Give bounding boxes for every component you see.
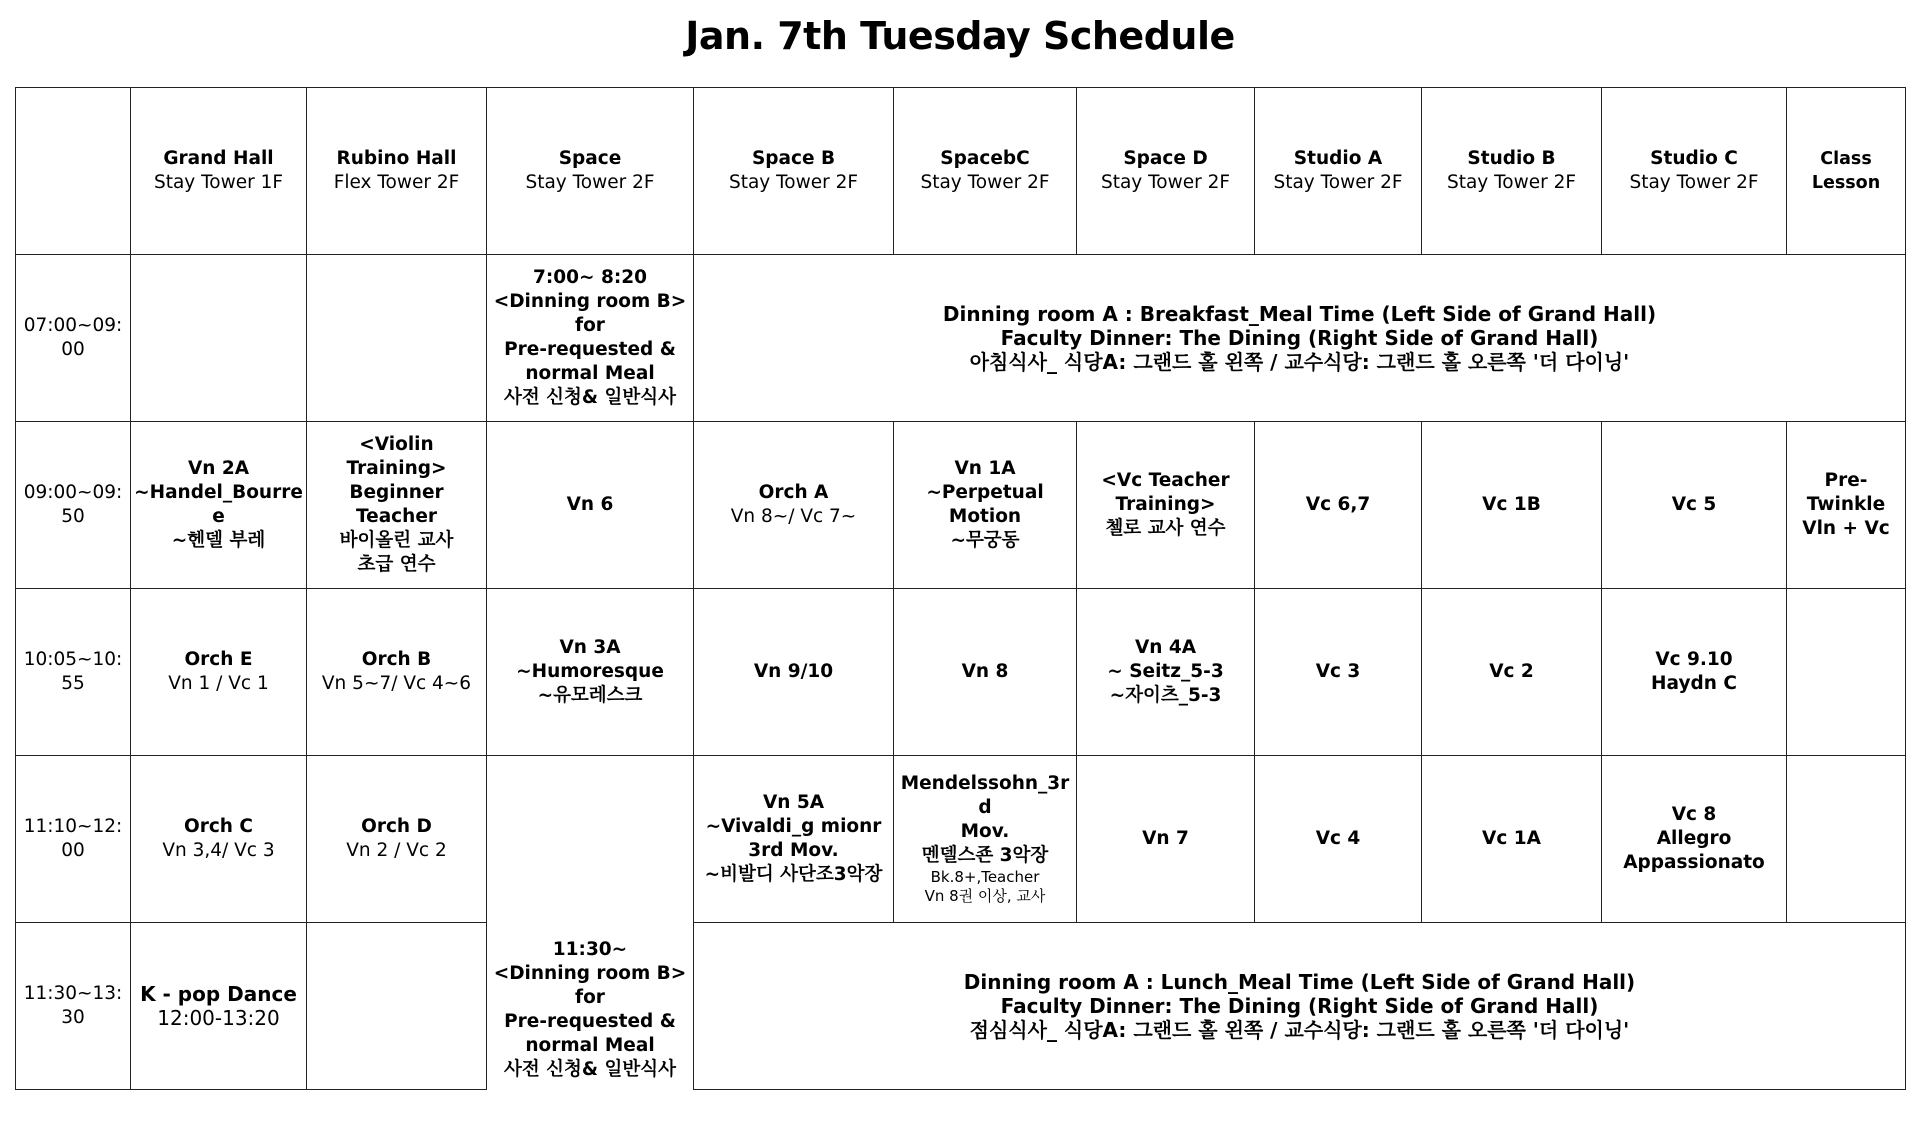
- cell-line: Vc 3: [1315, 661, 1361, 682]
- col-header-class-lesson: [1787, 88, 1906, 255]
- cell-note: Vn 8권 이상, 교사: [924, 887, 1046, 905]
- col-header-studio-b: [1422, 88, 1602, 255]
- rubino-hall-1130-cell: [307, 923, 487, 1090]
- cell-line: Vn 7: [1142, 828, 1189, 849]
- row-1005: [16, 589, 1906, 756]
- space-b-0900-cell: [694, 422, 894, 589]
- cell-line: ~비발디 사단조3악장: [704, 864, 883, 885]
- breakfast-banner: [694, 255, 1906, 422]
- lunch-banner: [694, 923, 1906, 1090]
- cell-line: Vc 1A: [1482, 828, 1541, 849]
- space-b-1005-cell: [694, 589, 894, 756]
- cell-line: Vn 4A: [1134, 637, 1197, 658]
- cell-line: Vn 1 / Vc 1: [168, 673, 269, 694]
- column-location: Stay Tower 2F: [525, 172, 655, 193]
- cell-line: ~ Seitz_5-3: [1107, 661, 1224, 682]
- space-d-0900-cell: [1077, 422, 1255, 589]
- cell-line: <Violin Training>: [346, 434, 447, 479]
- row-0700: [16, 255, 1906, 422]
- cell-line: Vc 4: [1315, 828, 1361, 849]
- cell-line: Vc 2: [1489, 661, 1534, 682]
- space-c-0900-cell: [894, 422, 1077, 589]
- cell-line: 3rd Mov.: [748, 840, 839, 861]
- rubino-hall-1110-cell: [307, 756, 487, 923]
- cell-line: Vn 6: [566, 494, 614, 515]
- cell-line: Vn 3A: [559, 637, 621, 658]
- studio-b-1110-cell: [1422, 756, 1602, 923]
- cell-line: 11:30~: [552, 938, 628, 960]
- grand-hall-1005-cell: [131, 589, 307, 756]
- cell-line: Haydn C: [1651, 673, 1737, 694]
- cell-line: Pre-Twinkle: [1806, 470, 1886, 515]
- cell-line: Vn 8~/ Vc 7~: [730, 506, 857, 527]
- column-location: Stay Tower 2F: [1100, 172, 1231, 193]
- col-header-studio-c: [1602, 88, 1787, 255]
- studio-c-1110-cell: [1602, 756, 1787, 923]
- studio-c-1005-cell: [1602, 589, 1787, 756]
- header-row: [16, 88, 1906, 255]
- cell-line: ~Handel_Bourree: [134, 482, 303, 527]
- column-name: SpacebC: [940, 148, 1030, 169]
- column-name: Space B: [751, 148, 836, 169]
- column-name: Studio B: [1467, 148, 1556, 169]
- cell-line: Vc 6,7: [1305, 494, 1371, 515]
- space-d-1110-cell: [1077, 756, 1255, 923]
- rubino-hall-1005-cell: [307, 589, 487, 756]
- cell-line: Vn 5A: [762, 792, 825, 813]
- cell-line: ~무궁동: [950, 530, 1020, 551]
- time-cell: 11:10~12:00: [16, 756, 131, 923]
- cell-line: 사전 신청& 일반식사: [504, 387, 676, 408]
- cell-line: Vn 8: [961, 661, 1009, 682]
- space-lunch-cell: [487, 756, 694, 1090]
- studio-a-0900-cell: [1255, 422, 1422, 589]
- cell-line: 사전 신청& 일반식사: [504, 1058, 676, 1080]
- cell-line: Vc 1B: [1482, 494, 1541, 515]
- column-location: Stay Tower 2F: [728, 172, 859, 193]
- space-0900-cell: [487, 422, 694, 589]
- class-lesson-1005-cell: [1787, 589, 1906, 756]
- banner-line: Faculty Dinner: The Dining (Right Side of Grand Hall): [1000, 994, 1599, 1018]
- cell-line: ~Humoresque: [516, 661, 664, 682]
- col-header-studio-a: [1255, 88, 1422, 255]
- cell-line: 멘델스죤 3악장: [921, 845, 1049, 866]
- banner-line: 점심식사_ 식당A: 그랜드 홀 왼쪽 / 교수식당: 그랜드 홀 오른쪽 '더 다이닝': [969, 1018, 1630, 1042]
- banner-line: Dinning room A : Lunch_Meal Time (Left Side of Grand Hall): [963, 970, 1636, 994]
- time-cell: 07:00~09:00: [16, 255, 131, 422]
- cell-line: Training>: [1115, 494, 1216, 515]
- cell-line: 초급 연수: [357, 554, 436, 575]
- column-location: Stay Tower 2F: [1273, 172, 1403, 193]
- cell-line: <Vc Teacher: [1101, 470, 1230, 491]
- cell-line: Vn 2A: [187, 458, 250, 479]
- space-breakfast-cell: [487, 255, 694, 422]
- cell-line: normal Meal: [525, 1034, 655, 1056]
- cell-line: normal Meal: [525, 363, 655, 384]
- grand-hall-0700-cell: [131, 255, 307, 422]
- cell-line: Vn 2 / Vc 2: [346, 840, 447, 861]
- cell-line: 12:00-13:20: [157, 1006, 280, 1030]
- column-location: Flex Tower 2F: [333, 172, 460, 193]
- cell-line: for: [575, 986, 605, 1008]
- grand-hall-0900-cell: [131, 422, 307, 589]
- corner-cell: [16, 88, 131, 255]
- cell-line: Vn 1A: [954, 458, 1016, 479]
- cell-line: Mendelssohn_3rd: [900, 773, 1070, 818]
- column-name: Space: [558, 148, 622, 169]
- cell-line: Orch E: [184, 649, 253, 670]
- time-cell: 09:00~09:50: [16, 422, 131, 589]
- column-name: Grand Hall: [163, 148, 274, 169]
- column-name: Space D: [1123, 148, 1208, 169]
- column-name: Rubino Hall: [336, 148, 457, 169]
- cell-line: K - pop Dance: [140, 982, 297, 1006]
- cell-line: Orch C: [183, 816, 253, 837]
- column-location: Stay Tower 2F: [1629, 172, 1759, 193]
- column-location: Stay Tower 1F: [153, 172, 284, 193]
- page-title: Jan. 7th Tuesday Schedule: [685, 14, 1235, 58]
- row-1130: [16, 923, 1906, 1090]
- cell-line: Vc 5: [1671, 494, 1717, 515]
- banner-line: Faculty Dinner: The Dining (Right Side of Grand Hall): [1000, 326, 1599, 350]
- col-header-space: [487, 88, 694, 255]
- cell-line: Vn 3,4/ Vc 3: [162, 840, 275, 861]
- column-name: Studio C: [1650, 148, 1738, 169]
- time-cell: 10:05~10:55: [16, 589, 131, 756]
- cell-line: Vln + Vc: [1802, 518, 1890, 539]
- cell-line: for: [575, 315, 605, 336]
- cell-line: Appassionato: [1623, 852, 1765, 873]
- cell-line: Pre-requested &: [504, 1010, 676, 1032]
- space-c-1110-cell: [894, 756, 1077, 923]
- cell-line: Allegro: [1656, 828, 1732, 849]
- banner-line: Dinning room A : Breakfast_Meal Time (Left Side of Grand Hall): [942, 302, 1657, 326]
- col-header-space-d: [1077, 88, 1255, 255]
- cell-line: ~유모레스크: [537, 685, 643, 706]
- studio-b-0900-cell: [1422, 422, 1602, 589]
- schedule-table: [15, 87, 1906, 1090]
- col-header-grand-hall: [131, 88, 307, 255]
- cell-line: Beginner Teacher: [349, 482, 444, 527]
- cell-line: 7:00~ 8:20: [533, 267, 647, 288]
- rubino-hall-0700-cell: [307, 255, 487, 422]
- cell-line: ~자이츠_5-3: [1109, 685, 1222, 706]
- cell-line: Orch A: [758, 482, 829, 503]
- cell-line: Orch B: [361, 649, 432, 670]
- rubino-hall-0900-cell: [307, 422, 487, 589]
- cell-note: Bk.8+,Teacher: [930, 868, 1040, 886]
- column-location: Stay Tower 2F: [920, 172, 1050, 193]
- cell-line: Vc 8: [1671, 804, 1717, 825]
- col-header-space-b: [694, 88, 894, 255]
- cell-line: Orch D: [361, 816, 432, 837]
- cell-line: <Dinning room B>: [493, 291, 687, 312]
- space-1005-cell: [487, 589, 694, 756]
- cell-line: Vn 9/10: [753, 661, 834, 682]
- cell-line: Vn 5~7/ Vc 4~6: [321, 673, 472, 694]
- column-name: Studio A: [1293, 148, 1383, 169]
- grand-hall-1130-cell: [131, 923, 307, 1090]
- cell-line: Pre-requested &: [504, 339, 676, 360]
- cell-line: ~Vivaldi_g mionr: [705, 816, 882, 837]
- studio-a-1110-cell: [1255, 756, 1422, 923]
- grand-hall-1110-cell: [131, 756, 307, 923]
- cell-line: ~Perpetual: [926, 482, 1044, 503]
- space-c-1005-cell: [894, 589, 1077, 756]
- cell-line: Mov.: [960, 821, 1010, 842]
- column-name: Class Lesson: [1811, 149, 1881, 193]
- time-cell: 11:30~13:30: [16, 923, 131, 1090]
- class-lesson-1110-cell: [1787, 756, 1906, 923]
- space-d-1005-cell: [1077, 589, 1255, 756]
- cell-line: 첼로 교사 연수: [1105, 518, 1226, 539]
- cell-line: ~헨델 부레: [171, 530, 266, 551]
- studio-a-1005-cell: [1255, 589, 1422, 756]
- space-b-1110-cell: [694, 756, 894, 923]
- row-1110: [16, 756, 1906, 923]
- class-lesson-0900-cell: [1787, 422, 1906, 589]
- cell-line: <Dinning room B>: [493, 962, 687, 984]
- studio-c-0900-cell: [1602, 422, 1787, 589]
- studio-b-1005-cell: [1422, 589, 1602, 756]
- col-header-space-c: [894, 88, 1077, 255]
- col-header-rubino-hall: [307, 88, 487, 255]
- cell-line: Vc 9.10: [1655, 649, 1733, 670]
- cell-line: Motion: [948, 506, 1022, 527]
- row-0900: [16, 422, 1906, 589]
- banner-line: 아침식사_ 식당A: 그랜드 홀 왼쪽 / 교수식당: 그랜드 홀 오른쪽 '더 다이닝': [969, 350, 1630, 374]
- cell-line: 바이올린 교사: [339, 530, 454, 551]
- column-location: Stay Tower 2F: [1446, 172, 1577, 193]
